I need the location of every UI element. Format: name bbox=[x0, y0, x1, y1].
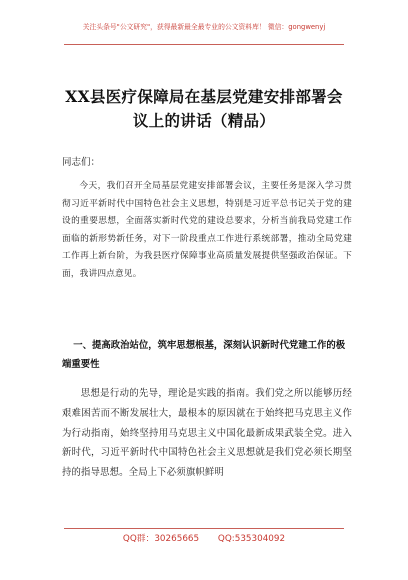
document-title: XX县医疗保障局在基层党建安排部署会议上的讲话（精品） bbox=[65, 87, 343, 130]
intro-paragraph: 今天，我们召开全局基层党建安排部署会议，主要任务是深入学习贯彻习近平新时代中国特色社会主义思想，特别是习近平总书记关于党的建设的重要思想，全面落实新时代党的建设总要求，分析当前我局党建工作面临的新形势新任务，对下一阶段重点工作进行系统部署，推动全局党建工作再上新台阶，为我县医疗保障事业高质量发展提供坚强政治保证。下面，我讲四点意见。 bbox=[62, 181, 352, 279]
footer-qq-group: QQ群：30265665 bbox=[122, 534, 200, 544]
header-divider bbox=[64, 44, 344, 45]
footer-contact bbox=[0, 533, 408, 545]
header-promo-note: 关注头条号"公文研究"，获得最新最全最专业的公文资料库！ 微信：gongwenyj bbox=[82, 23, 326, 31]
section-heading: 一、提高政治站位，筑牢思想根基，深刻认识新时代党建工作的极端重要性 bbox=[62, 340, 346, 370]
footer-divider bbox=[64, 528, 344, 529]
greeting: 同志们： bbox=[62, 157, 101, 168]
footer-qq-number: QQ:535304092 bbox=[217, 534, 286, 544]
body-paragraph: 思想是行动的先导，理论是实践的指南。我们党之所以能够历经艰难困苦而不断发展壮大，最根本的原因就在于始终把马克思主义作为行动指南，始终坚持用马克思主义中国化最新成果武装全党。进入新时代，习近平新时代中国特色社会主义思想就是我们党必须长期坚持的指导思想。全局上下必须旗帜鲜明 bbox=[62, 388, 352, 479]
